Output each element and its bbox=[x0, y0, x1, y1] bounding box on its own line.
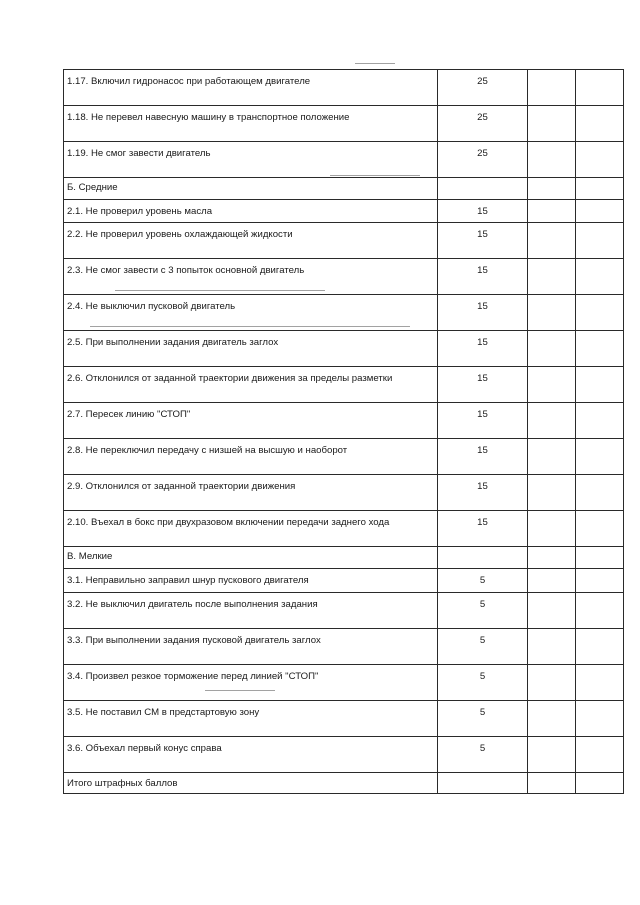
row-blank-cell bbox=[576, 200, 624, 223]
row-blank-cell bbox=[576, 773, 624, 794]
table-row bbox=[64, 106, 624, 142]
row-description: 3.4. Произвел резкое торможение перед линией "СТОП" bbox=[64, 665, 438, 701]
row-blank-cell bbox=[528, 178, 576, 200]
row-blank-cell bbox=[576, 70, 624, 106]
row-points bbox=[438, 178, 528, 200]
row-description: 2.4. Не выключил пусковой двигатель bbox=[64, 295, 438, 331]
row-blank-cell bbox=[528, 439, 576, 475]
row-points: 25 bbox=[438, 106, 528, 142]
row-description: 3.2. Не выключил двигатель после выполнения задания bbox=[64, 593, 438, 629]
row-blank-cell bbox=[576, 403, 624, 439]
row-blank-cell bbox=[576, 475, 624, 511]
row-blank-cell bbox=[528, 547, 576, 569]
section-title: Б. Средние bbox=[64, 178, 438, 200]
row-blank-cell bbox=[528, 593, 576, 629]
row-blank-cell bbox=[576, 569, 624, 593]
row-description: 2.6. Отклонился от заданной траектории движения за пределы разметки bbox=[64, 367, 438, 403]
row-blank-cell bbox=[528, 403, 576, 439]
row-points: 5 bbox=[438, 737, 528, 773]
row-blank-cell bbox=[528, 106, 576, 142]
total-points bbox=[438, 773, 528, 794]
row-blank-cell bbox=[576, 665, 624, 701]
row-description: 2.3. Не смог завести с 3 попыток основной двигатель bbox=[64, 259, 438, 295]
total-row bbox=[64, 773, 624, 794]
row-description: 2.5. При выполнении задания двигатель заглох bbox=[64, 331, 438, 367]
row-description: 3.5. Не поставил СМ в предстартовую зону bbox=[64, 701, 438, 737]
row-blank-cell bbox=[576, 259, 624, 295]
row-blank-cell bbox=[576, 142, 624, 178]
section-header-row bbox=[64, 178, 624, 200]
table-row bbox=[64, 439, 624, 475]
row-points: 5 bbox=[438, 701, 528, 737]
table-row bbox=[64, 200, 624, 223]
scan-artifact bbox=[205, 690, 275, 691]
row-points: 15 bbox=[438, 511, 528, 547]
row-points: 15 bbox=[438, 439, 528, 475]
row-points bbox=[438, 547, 528, 569]
section-header-row bbox=[64, 547, 624, 569]
row-blank-cell bbox=[576, 439, 624, 475]
row-points: 15 bbox=[438, 259, 528, 295]
row-blank-cell bbox=[528, 70, 576, 106]
table-row bbox=[64, 403, 624, 439]
row-description: 2.10. Въехал в бокс при двухразовом включении передачи заднего хода bbox=[64, 511, 438, 547]
row-blank-cell bbox=[576, 223, 624, 259]
row-blank-cell bbox=[528, 629, 576, 665]
row-points: 15 bbox=[438, 200, 528, 223]
row-blank-cell bbox=[576, 629, 624, 665]
scan-artifact bbox=[330, 175, 420, 176]
row-blank-cell bbox=[576, 367, 624, 403]
row-blank-cell bbox=[576, 737, 624, 773]
row-description: 2.9. Отклонился от заданной траектории движения bbox=[64, 475, 438, 511]
row-blank-cell bbox=[576, 593, 624, 629]
row-points: 5 bbox=[438, 593, 528, 629]
row-description: 2.1. Не проверил уровень масла bbox=[64, 200, 438, 223]
row-blank-cell bbox=[576, 295, 624, 331]
row-blank-cell bbox=[528, 737, 576, 773]
row-blank-cell bbox=[576, 511, 624, 547]
table-row bbox=[64, 70, 624, 106]
row-points: 25 bbox=[438, 70, 528, 106]
row-description: 2.7. Пересек линию "СТОП" bbox=[64, 403, 438, 439]
row-blank-cell bbox=[528, 142, 576, 178]
row-blank-cell bbox=[576, 331, 624, 367]
row-description: 3.3. При выполнении задания пусковой двигатель заглох bbox=[64, 629, 438, 665]
row-description: 3.1. Неправильно заправил шнур пускового двигателя bbox=[64, 569, 438, 593]
table-row bbox=[64, 701, 624, 737]
row-points: 15 bbox=[438, 403, 528, 439]
row-blank-cell bbox=[576, 701, 624, 737]
row-description: 2.8. Не переключил передачу с низшей на высшую и наоборот bbox=[64, 439, 438, 475]
row-description: 1.18. Не перевел навесную машину в транспортное положение bbox=[64, 106, 438, 142]
table-row bbox=[64, 593, 624, 629]
row-blank-cell bbox=[528, 665, 576, 701]
row-description: 1.19. Не смог завести двигатель bbox=[64, 142, 438, 178]
row-points: 15 bbox=[438, 367, 528, 403]
table-row bbox=[64, 142, 624, 178]
row-points: 5 bbox=[438, 569, 528, 593]
row-blank-cell bbox=[576, 178, 624, 200]
row-points: 15 bbox=[438, 223, 528, 259]
table-row bbox=[64, 475, 624, 511]
row-blank-cell bbox=[576, 106, 624, 142]
table-row bbox=[64, 331, 624, 367]
section-title: В. Мелкие bbox=[64, 547, 438, 569]
row-blank-cell bbox=[528, 200, 576, 223]
table-row bbox=[64, 737, 624, 773]
row-blank-cell bbox=[528, 569, 576, 593]
row-points: 15 bbox=[438, 331, 528, 367]
row-blank-cell bbox=[528, 367, 576, 403]
row-blank-cell bbox=[576, 547, 624, 569]
row-points: 15 bbox=[438, 295, 528, 331]
scan-artifact bbox=[90, 326, 410, 327]
table-row bbox=[64, 629, 624, 665]
row-points: 15 bbox=[438, 475, 528, 511]
row-blank-cell bbox=[528, 701, 576, 737]
table-row bbox=[64, 223, 624, 259]
row-description: 3.6. Объехал первый конус справа bbox=[64, 737, 438, 773]
row-blank-cell bbox=[528, 475, 576, 511]
table-row bbox=[64, 367, 624, 403]
total-label: Итого штрафных баллов bbox=[64, 773, 438, 794]
row-blank-cell bbox=[528, 295, 576, 331]
row-points: 5 bbox=[438, 665, 528, 701]
row-points: 25 bbox=[438, 142, 528, 178]
penalty-table bbox=[63, 69, 624, 794]
table-row bbox=[64, 569, 624, 593]
row-blank-cell bbox=[528, 773, 576, 794]
table-row bbox=[64, 665, 624, 701]
row-blank-cell bbox=[528, 331, 576, 367]
table-row bbox=[64, 511, 624, 547]
scan-artifact bbox=[115, 290, 325, 291]
row-points: 5 bbox=[438, 629, 528, 665]
row-blank-cell bbox=[528, 223, 576, 259]
row-description: 1.17. Включил гидронасос при работающем двигателе bbox=[64, 70, 438, 106]
row-blank-cell bbox=[528, 259, 576, 295]
row-blank-cell bbox=[528, 511, 576, 547]
scan-artifact bbox=[355, 63, 395, 64]
row-description: 2.2. Не проверил уровень охлаждающей жидкости bbox=[64, 223, 438, 259]
